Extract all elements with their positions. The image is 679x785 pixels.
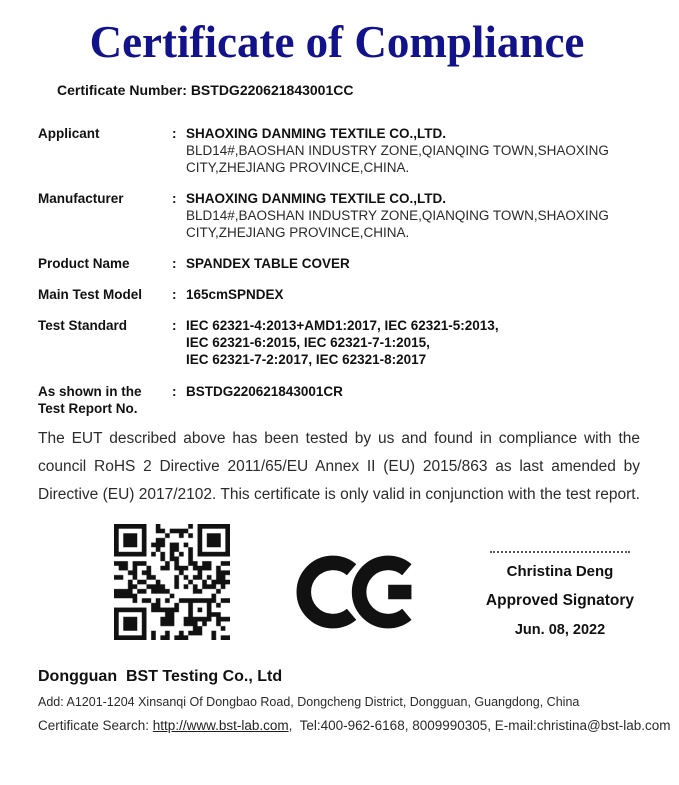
product-name-label: Product Name — [38, 255, 130, 271]
certificate-search-label: Certificate Search: — [38, 718, 153, 733]
lab-contact-info: , Tel:400-962-6168, 8009990305, E-mail:christina@bst-lab.com — [288, 718, 671, 733]
manufacturer-value — [186, 190, 642, 241]
colon-separator: : — [172, 317, 177, 333]
colon-separator: : — [172, 190, 177, 206]
applicant-address-line-1: BLD14#,BAOSHAN INDUSTRY ZONE,QIANQING TOWN,SHAOXING — [186, 142, 609, 158]
signature-dotted-line — [490, 551, 630, 553]
certificate-search-line — [38, 718, 678, 733]
certificate-number — [57, 82, 678, 98]
field-row-product-name — [38, 255, 678, 272]
certificate-number-label: Certificate Number: — [57, 81, 191, 98]
main-test-model-value — [186, 286, 642, 303]
test-standard-value — [186, 317, 642, 368]
test-standard-label: Test Standard — [38, 317, 128, 333]
test-standard-line-2: IEC 62321-6:2015, IEC 62321-7-1:2015, — [186, 334, 430, 350]
colon-separator: : — [172, 125, 177, 141]
colon-separator: : — [172, 255, 177, 271]
test-report-no-text: BSTDG220621843001CR — [186, 383, 343, 399]
lab-address: Add: A1201-1204 Xinsanqi Of Dongbao Road, Dongcheng District, Dongguan, Guangdong, China — [38, 695, 580, 709]
test-standard-line-1: IEC 62321-4:2013+AMD1:2017, IEC 62321-5:2013, — [186, 317, 499, 333]
field-row-manufacturer — [38, 190, 678, 241]
test-report-no-label-line-2: Test Report No. — [38, 400, 138, 416]
stamp-band — [38, 524, 678, 664]
test-standard-line-3: IEC 62321-7-2:2017, IEC 62321-8:2017 — [186, 351, 427, 367]
qr-code-icon — [114, 524, 230, 640]
signatory-role: Approved Signatory — [485, 592, 635, 609]
product-name-value — [186, 255, 642, 272]
applicant-label: Applicant — [38, 125, 100, 141]
manufacturer-address-line-2: CITY,ZHEJIANG PROVINCE,CHINA. — [186, 224, 410, 240]
lab-website-link[interactable]: http://www.bst-lab.com — [152, 718, 289, 733]
field-row-test-standard — [38, 317, 678, 368]
test-report-no-label-line-1: As shown in the — [38, 383, 142, 399]
main-test-model-label: Main Test Model — [38, 286, 143, 302]
ce-mark-icon — [296, 552, 426, 632]
main-test-model-text: 165cmSPNDEX — [186, 286, 284, 302]
applicant-value — [186, 125, 642, 176]
colon-separator: : — [172, 383, 177, 399]
test-report-no-label — [38, 383, 172, 417]
compliance-statement: The EUT described above has been tested by us and found in compliance with the council RoHS 2 Directive 2011/65/EU Annex II (EU) 2015/863 as last amended by Directive (EU) 2017/2102. This certificate is only valid in conjunction with the test report. — [38, 429, 640, 503]
test-report-no-value — [186, 383, 642, 417]
product-name-text: SPANDEX TABLE COVER — [186, 255, 350, 271]
applicant-company: SHAOXING DANMING TEXTILE CO.,LTD. — [186, 125, 447, 141]
page-title: Certificate of Compliance — [89, 17, 585, 67]
field-row-main-test-model — [38, 286, 678, 303]
manufacturer-company: SHAOXING DANMING TEXTILE CO.,LTD. — [186, 190, 447, 206]
colon-separator: : — [172, 286, 177, 302]
signature-date: Jun. 08, 2022 — [514, 622, 606, 638]
field-row-test-report-no — [38, 383, 678, 417]
footer — [38, 668, 678, 733]
lab-company-name: Dongguan BST Testing Co., Ltd — [38, 668, 283, 685]
signatory-name: Christina Deng — [506, 563, 614, 580]
signature-block — [460, 551, 660, 638]
applicant-address-line-2: CITY,ZHEJIANG PROVINCE,CHINA. — [186, 159, 410, 175]
manufacturer-label: Manufacturer — [38, 190, 124, 206]
certificate-fields — [38, 125, 678, 417]
field-row-applicant — [38, 125, 678, 176]
manufacturer-address-line-1: BLD14#,BAOSHAN INDUSTRY ZONE,QIANQING TOWN,SHAOXING — [186, 207, 609, 223]
certificate-number-value: BSTDG220621843001CC — [190, 81, 354, 98]
